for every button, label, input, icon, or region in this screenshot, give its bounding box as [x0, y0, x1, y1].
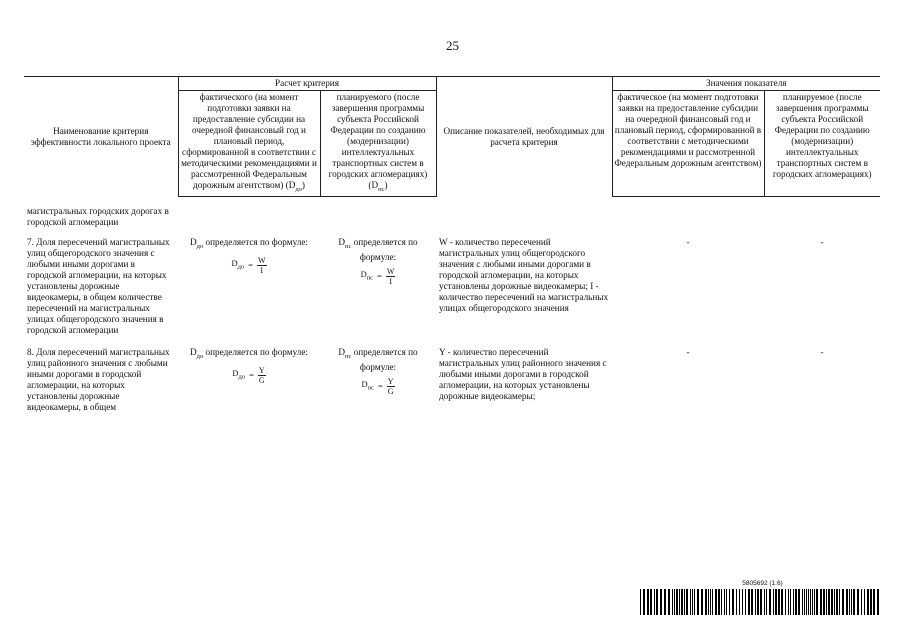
barcode-bar [820, 589, 822, 615]
barcode-bar [654, 589, 655, 615]
barcode-bar [701, 589, 703, 615]
barcode-bar [664, 589, 666, 615]
barcode-bar [831, 589, 833, 615]
barcode-bar [857, 589, 859, 615]
indicator-description: W - количество пересечений магистральных улиц общегородского значения с любыми иными дорогами в городской агломерации, на которых установлены дорожные видеокамеры; I - количество пересечений на магистральных улицах общегородского значения [439, 237, 609, 314]
barcode-bar [873, 589, 875, 615]
barcode-bar [640, 589, 641, 615]
indicator-description: Y - количество пересечений магистральных улиц районного значения с любыми иными дорогами в городской агломерации, на которых установлены дорожные видеокамеры; [439, 347, 607, 402]
formula-denominator: I [389, 277, 392, 287]
barcode-bar [793, 589, 794, 615]
barcode-bar [732, 589, 734, 615]
barcode-bar [724, 589, 725, 615]
barcode-bar [715, 589, 717, 615]
formula-definition: определяется по формуле: [205, 347, 308, 358]
barcode-text: 5805692 (1.6) [742, 580, 783, 587]
barcode-bar [681, 589, 683, 615]
document-barcode [640, 580, 885, 616]
barcode-bar [766, 589, 767, 615]
header-calc-planned: планируемого (после завершения программы субъекта Российской Федерации по созданию (модернизации) интеллектуальных транспортных систем в городских агломерациях) $(D_{пс})$ [320, 91, 436, 197]
formula-symbol: D [338, 237, 345, 248]
formula-numerator: Y [258, 366, 265, 376]
barcode-bar [788, 589, 789, 615]
barcode-bar [823, 589, 825, 615]
barcode-bar [690, 589, 691, 615]
barcode-bar [834, 589, 835, 615]
barcode-bar [877, 589, 879, 615]
barcode-bar [679, 589, 680, 615]
header-description: Описание показателей, необходимых для расчета критерия [436, 77, 612, 197]
barcode-bar [760, 589, 762, 615]
barcode-bar [656, 589, 658, 615]
barcode-bar [870, 589, 872, 615]
barcode-bar [864, 589, 865, 615]
barcode-bar [851, 589, 852, 615]
barcode-bar [647, 589, 649, 615]
barcode-bar [684, 589, 685, 615]
formula-denominator: I [260, 266, 264, 276]
barcode-bar [712, 589, 713, 615]
value-actual: - [686, 347, 690, 358]
barcode-bar [718, 589, 720, 615]
barcode-bar [692, 589, 693, 615]
barcode-bar [710, 589, 711, 615]
barcode-bar [736, 589, 737, 615]
barcode-bar [826, 589, 827, 615]
barcode-bar [790, 589, 791, 615]
barcode-bar [672, 589, 673, 615]
barcode-bar [769, 589, 771, 615]
barcode-bar [812, 589, 813, 615]
barcode-bar [764, 589, 765, 615]
value-actual: - [686, 237, 690, 248]
header-calc-actual-sub: до [295, 185, 302, 193]
barcode-bar [729, 589, 730, 615]
barcode-bar [846, 589, 848, 615]
barcode-bar [861, 589, 862, 615]
barcode-bar [643, 589, 645, 615]
header-calc-planned-sub: пс [378, 185, 385, 193]
criterion-name: 8. Доля пересечений магистральных улиц районного значения с любыми иными дорогами в городской агломерации, на которых установлены дорожные видеокамеры, в общем [27, 347, 170, 413]
formula: $D_{пс}$ = $\frac{W}{I}$ [360, 267, 395, 287]
barcode-bar [697, 589, 699, 615]
header-calc-actual-text: фактического (на момент подготовки заявки на предоставление субсидии на очередной финансовый год и плановый период, сформированной в соответствии с методическими рекомендациями и рассмотренной Федеральным дорожным агентством) [181, 92, 317, 190]
barcode-bar [686, 589, 688, 615]
formula-symbol: D [190, 347, 197, 358]
barcode-bar [839, 589, 840, 615]
formula-numerator: W [386, 267, 395, 277]
barcode-bar [785, 589, 786, 615]
barcode-bar [745, 589, 746, 615]
header-value-actual: фактическое (на момент подготовки заявки на предоставление субсидии на очередной финансовый год и плановый период, сформированной в соответствии с методическими рекомендациями и рассмотренной Федеральным дорожным агентством) [612, 91, 764, 197]
barcode-bar [849, 589, 850, 615]
continuation-row [24, 196, 880, 236]
barcode-bar [853, 589, 855, 615]
barcode-bar [816, 589, 818, 615]
barcode-bar [781, 589, 783, 615]
barcode-bar [694, 589, 695, 615]
barcode-bar [836, 589, 838, 615]
barcode-bar [795, 589, 797, 615]
formula-definition: определяется по формуле: [353, 347, 418, 373]
header-calc-actual-symbol: D [288, 180, 296, 190]
formula-symbol: D [190, 237, 197, 248]
barcode-bar [751, 589, 753, 615]
formula-symbol-sub: до [196, 243, 204, 251]
formula: $D_{пс}$ = $\frac{Y}{G}$ [361, 377, 394, 397]
barcode-bar [798, 589, 800, 615]
formula-symbol: D [338, 347, 345, 358]
actual-formula-cell [178, 236, 320, 346]
header-value-planned: планируемое (после завершения программы субъекта Российской Федерации по созданию (модернизации) интеллектуальных транспортных систем в городских агломерациях) [764, 91, 880, 197]
criteria-table [24, 76, 880, 423]
header-calc-planned-symbol: D [371, 180, 379, 190]
barcode-bar [705, 589, 707, 615]
actual-formula-cell [178, 346, 320, 423]
formula-definition: определяется по формуле: [205, 237, 308, 248]
planned-formula-cell [320, 236, 436, 346]
planned-formula-cell [320, 346, 436, 423]
criterion-name: 7. Доля пересечений магистральных улиц общегородского значения с любыми иными дорогами в городской агломерации, на которых установлены дорожные видеокамеры, в общем количестве пересечений на магистральных улицах общегородского значения в городской агломерации [27, 237, 170, 336]
formula-numerator: W [257, 256, 266, 266]
barcode-bar [842, 589, 844, 615]
barcode-bar [775, 589, 777, 615]
barcode-bar [748, 589, 750, 615]
continuation-text: магистральных городских дорогах в городской агломерации [27, 206, 169, 228]
page-number: 25 [446, 38, 459, 53]
barcode-bar [674, 589, 675, 615]
barcode-bar [757, 589, 759, 615]
barcode-bar [773, 589, 774, 615]
barcode-bar [660, 589, 662, 615]
formula-numerator: Y [387, 377, 394, 387]
barcode-bar [808, 589, 809, 615]
barcode-bar [806, 589, 807, 615]
formula-symbol-sub: пс [345, 243, 352, 251]
header-criterion-name: Наименование критерия эффективности локального проекта [24, 77, 178, 197]
barcode-bar [778, 589, 780, 615]
barcode-bars [640, 589, 885, 615]
header-values-group: Значения показателя [612, 77, 880, 91]
barcode-bar [828, 589, 830, 615]
header-calc-planned-text: планируемого (после завершения программы субъекта Российской Федерации по созданию (модернизации) интеллектуальных транспортных систем в городских агломерациях) [328, 92, 428, 179]
value-planned: - [820, 237, 824, 248]
barcode-bar [708, 589, 709, 615]
barcode-bar [814, 589, 815, 615]
barcode-bar [650, 589, 652, 615]
barcode-bar [726, 589, 727, 615]
barcode-bar [867, 589, 869, 615]
formula-definition: определяется по формуле: [353, 237, 418, 263]
barcode-bar [804, 589, 805, 615]
barcode-bar [810, 589, 811, 615]
formula-denominator: G [258, 376, 265, 386]
header-calc-group: Расчет критерия [178, 77, 436, 91]
barcode-bar [721, 589, 722, 615]
table-row [24, 346, 880, 423]
barcode-bar [739, 589, 740, 615]
formula: $D_{до}$ = $\frac{Y}{G}$ [232, 366, 265, 386]
formula: $D_{до}$ = $\frac{W}{I}$ [231, 256, 266, 276]
barcode-bar [802, 589, 803, 615]
value-planned: - [820, 347, 824, 358]
barcode-bar [742, 589, 743, 615]
barcode-bar [676, 589, 678, 615]
formula-symbol-sub: до [196, 353, 204, 361]
formula-symbol-sub: пс [345, 353, 352, 361]
header-calc-actual: фактического (на момент подготовки заявки на предоставление субсидии на очередной финансовый год и плановый период, сформированной в соответствии с методическими рекомендациями и рассмотренной Федеральным дорожным агентством) $(D_{до})$ [178, 91, 320, 197]
barcode-bar [755, 589, 756, 615]
barcode-bar [668, 589, 670, 615]
formula-denominator: G [387, 387, 394, 397]
table-row [24, 236, 880, 346]
